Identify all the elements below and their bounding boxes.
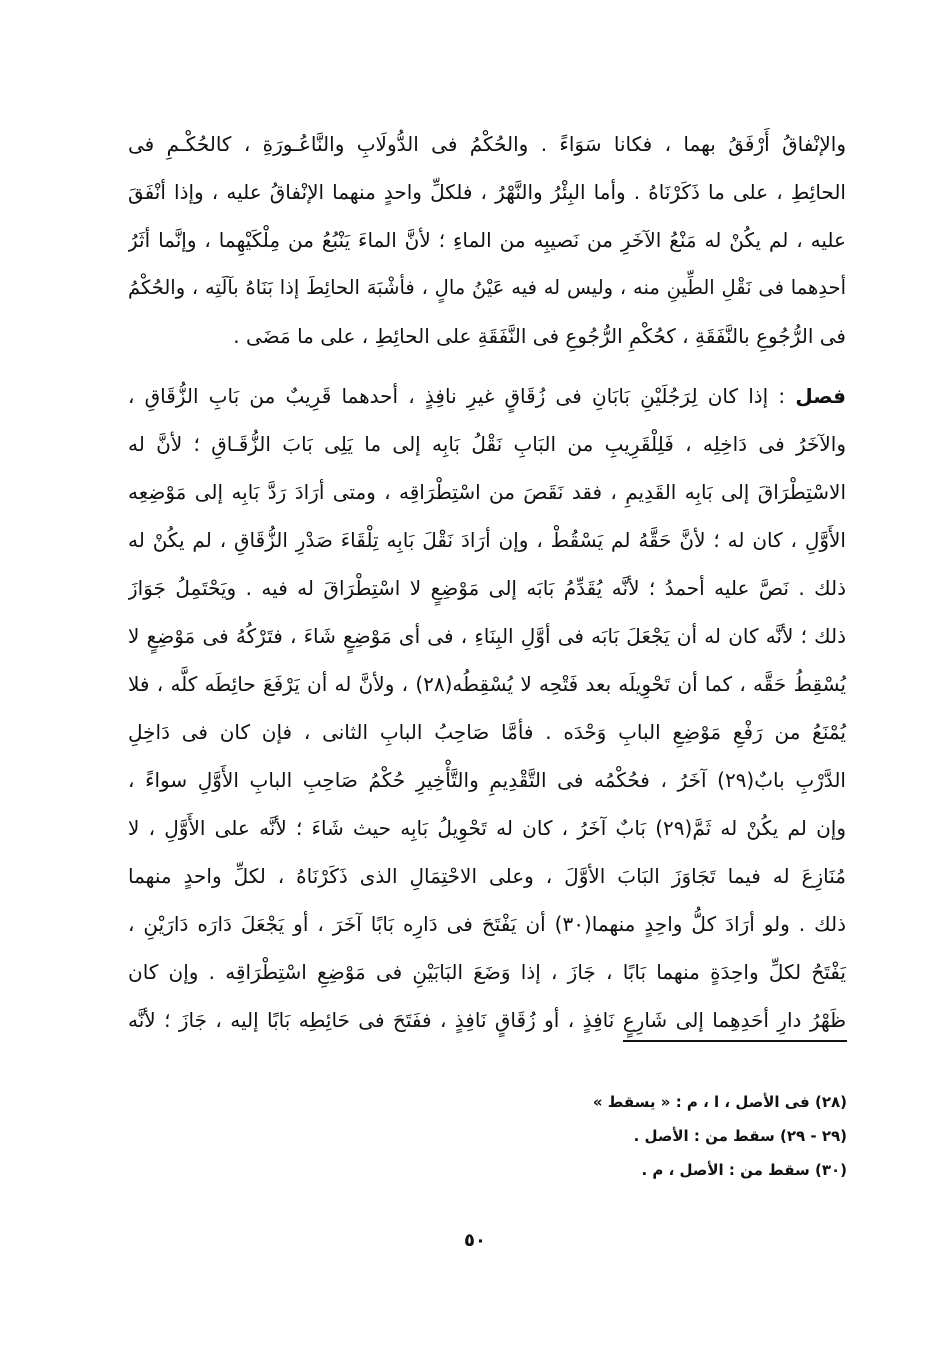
text-line: مُنَازِعَ له فيما تَجَاوَزَ البَابَ الأوَّلَ ، وعلى الاحْتِمَالِ الذى ذَكَرْنَاهُ ، لكلِّ واحدٍ منهما	[128, 864, 846, 888]
text-line: ظَهْرُ دارِ أحَدِهِما إلى شَارِعٍ نَافِذٍ ، أو زُقَاقٍ نَافِذٍ ، ففَتَحَ فى حَائِطِه بَابًا إليه ، جَازَ ؛ لأنَّه	[128, 1008, 846, 1032]
text-line: فى الرُّجُوعِ بالنَّفَقَةِ ، كحُكْمِ الرُّجُوعِ فى النَّفَقَةِ على الحائِطِ ، على ما مَضَى .	[233, 324, 846, 348]
footnotes	[560, 1085, 847, 1187]
text-line-lead	[128, 372, 846, 420]
text-line: الدَّرْبِ بابٌ(٢٩) آخَرُ ، فحُكْمُه فى التَّقْدِيمِ والتَّأْخِيرِ حُكْمُ صَاحِبِ البابِ الأَوَّلِ سواءً ،	[128, 768, 846, 792]
footnote-29: (٢٩ - ٢٩) سقط من : الأصل .	[633, 1127, 847, 1145]
text-line: عليه ، لم يكُنْ له مَنْعُ الآخَرِ من نَصيبِه من الماءِ ؛ لأنَّ الماءَ يَنْبُعُ من مِلْكَيْهِما ، وإنَّما أثَرُ	[128, 228, 846, 252]
footnote-separator	[623, 1040, 847, 1042]
text-line: يُسْقِطُ حَقَّه ، كما أن تَحْوِيلَه بعد فَتْحِه لا يُسْقِطُه(٢٨) ، ولأنَّ له أن يَرْفَعَ حائِطَه كلَّه ، فلا	[128, 672, 846, 696]
section-heading-word: فصل	[795, 384, 846, 408]
text-line: ذلك ؛ لأنَّه كان له أن يَجْعَلَ بَابَه فى أوَّلِ البِنَاءِ ، فى أى مَوْضِعٍ شَاءَ ، فتَرْكُهُ فى مَوْضِعٍ لا	[128, 624, 846, 648]
text-line: الأَوَّلِ ، كان له ؛ لأنَّ حَقَّهُ لم يَسْقُطْ ، وإن أرَادَ نَقْلَ بَابِه تِلْقَاءَ صَدْرِ الزُّقَاقِ ، لم يكُنْ له	[128, 528, 846, 552]
text-line: ذلك . نَصَّ عليه أحمدُ ؛ لأنَّه يُقَدِّمُ بَابَه إلى مَوْضِعٍ لا اسْتِطْرَاقَ له فيه . ويَحْتَمِلُ جَوَازَ	[128, 576, 846, 600]
footnote-28: (٢٨) فى الأصل ، ا ، م : « يسقط »	[592, 1093, 847, 1111]
text-line-rest: : إذا كان لِرَجُلَيْنِ بَابَانِ فى زُقَاقٍ غيرِ نافِذٍ ، أحدهما قَرِيبٌ من بَابِ الزُّقَاقِ ،	[128, 384, 796, 408]
page-number: ٥٠	[464, 1230, 486, 1251]
paragraph-1	[128, 120, 846, 360]
text-line: يُمْنَعُ من رَفْعِ مَوْضِعِ البابِ وَحْدَه . فأمَّا صَاحِبُ البابِ الثانى ، فإن كان فى دَاخِلِ	[128, 720, 846, 744]
paragraph-2	[128, 372, 846, 1044]
text-line: يَفْتَحُ لكلِّ واحِدَةٍ منهما بَابًا ، جَازَ ، إذا وَضَعَ البَابَيْنِ فى مَوْضِعِ اسْتِطْرَاقِه . وإن كان	[128, 960, 846, 984]
text-line: الاسْتِطْرَاقَ إلى بَابِه القَدِيمِ ، فقد نَقَصَ من اسْتِطْرَاقِه ، ومتى أرَادَ رَدَّ بَابِه إلى مَوْضِعِه	[128, 480, 846, 504]
footnote-30: (٣٠) سقط من : الأصل ، م .	[641, 1161, 847, 1179]
text-line: الحائِطِ ، على ما ذَكَرْنَاهُ . وأما البِئْرُ والنَّهْرُ ، فلكلِّ واحدٍ منهما الإنْفاقُ عليه ، وإذا أنْفَقَ	[128, 180, 846, 204]
text-line: والإنْفاقُ أَرْفَقُ بهما ، فكانا سَوَاءً . والحُكْمُ فى الدُّولَابِ والنَّاعُـورَةِ ، كالحُكْـمِ فى	[128, 132, 846, 156]
text-line: وإن لم يكُنْ له ثَمَّ(٢٩) بَابٌ آخَرُ ، كان له تَحْوِيلُ بَابِه حيث شَاءَ ؛ لأنَّه على الأَوَّلِ ، لا	[128, 816, 846, 840]
text-line: ذلك . ولو أرَادَ كلُّ واحِدٍ منهما(٣٠) أن يَفْتَحَ فى دَارِه بَابًا آخَرَ ، أو يَجْعَلَ دَارَه دَارَيْنِ ،	[128, 912, 846, 936]
text-line: أحدِهما فى نَقْلِ الطِّينِ منه ، وليس له فيه عَيْنُ مالٍ ، فأشْبَهَ الحائِطَ إذا بَنَاهُ بآلَتِه ، والحُكْمُ	[128, 276, 846, 299]
text-line: والآخَرُ فى دَاخِلِه ، فَلِلْقَرِيبِ من البَابِ نَقْلُ بَابِه إلى ما يَلِى بَابَ الزُّقَـاقِ ؛ لأنَّ له	[128, 432, 846, 456]
